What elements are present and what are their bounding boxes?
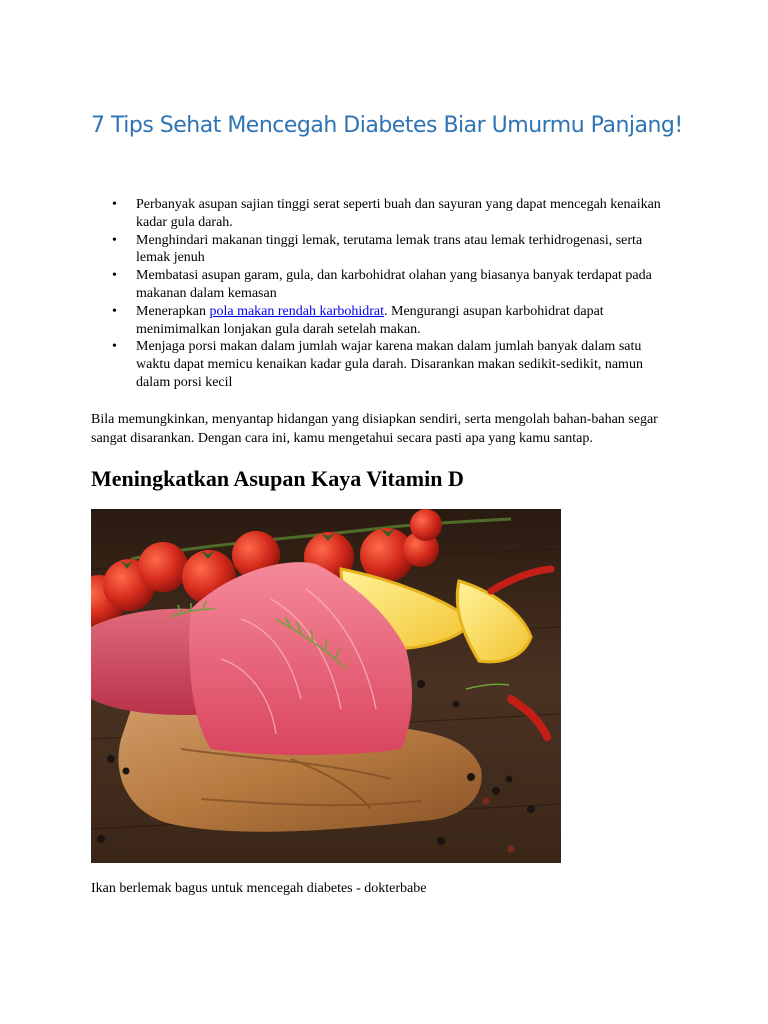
tip-text: Perbanyak asupan sajian tinggi serat seperti buah dan sayuran yang dapat mencegah kenaikan kadar gula darah.: [136, 197, 661, 230]
list-item: [136, 267, 676, 303]
image-caption: Ikan berlemak bagus untuk mencegah diabetes - dokterbabe: [91, 881, 427, 896]
tip-text-before-link: Menerapkan: [136, 303, 210, 319]
body-paragraph: Bila memungkinkan, menyantap hidangan yang disiapkan sendiri, serta mengolah bahan-bahan segar sangat disarankan. Dengan cara ini, kamu mengetahui secara pasti apa yang kamu santap.: [91, 412, 658, 446]
tips-list: [136, 196, 676, 392]
tip-text-after-link: . Mengurangi asupan karbohidrat dapat menimimalkan lonjakan gula darah setelah makan.: [136, 303, 604, 337]
tuna-steak-photo: [91, 509, 561, 863]
article-title: 7 Tips Sehat Mencegah Diabetes Biar Umurmu Panjang!: [91, 113, 683, 138]
list-item: [136, 232, 676, 268]
tip-text: Menghindari makanan tinggi lemak, terutama lemak trans atau lemak terhidrogenasi, serta lemak jenuh: [136, 232, 643, 266]
low-carb-diet-link[interactable]: pola makan rendah karbohidrat: [209, 303, 385, 319]
list-item: [136, 338, 676, 391]
section-heading: Meningkatkan Asupan Kaya Vitamin D: [91, 466, 464, 491]
tip-text: Menjaga porsi makan dalam jumlah wajar karena makan dalam jumlah banyak dalam satu waktu dapat memicu kenaikan kadar gula darah. Disarankan makan sedikit-sedikit, namun dalam porsi kecil: [136, 339, 643, 390]
list-item: [136, 303, 676, 339]
list-item: [136, 196, 676, 232]
tip-text: Membatasi asupan garam, gula, dan karbohidrat olahan yang biasanya banyak terdapat pada makanan dalam kemasan: [136, 268, 652, 301]
